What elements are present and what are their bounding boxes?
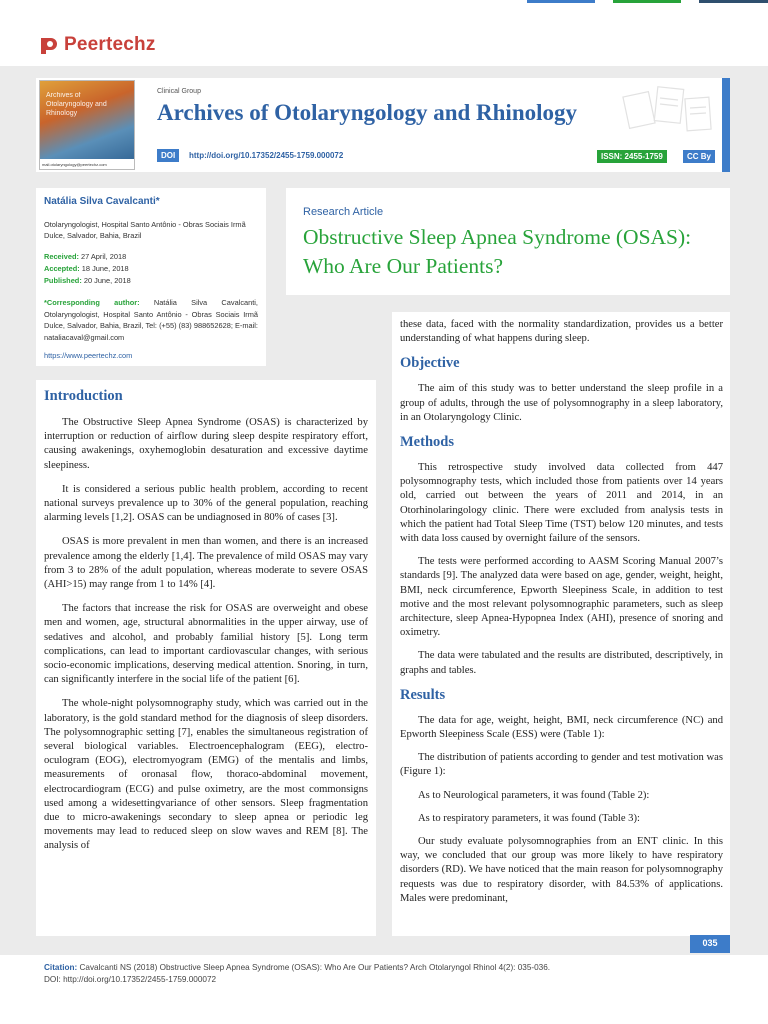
documents-decoration-icon <box>620 84 720 146</box>
objective-heading: Objective <box>400 355 460 372</box>
published-label: Published: <box>44 276 82 285</box>
methods-paragraph-2: The tests were performed according to AASM Scoring Manual 2007’s standards [9]. The analyzed data were based on age, gender, weight, height, BMI, neck circumference, Epworth Sleepiness Scale, in addition to test motive and the most relevant polysomnographic parameters, such as sleep architecture, sleep Apnea-Hypopnea Index (AHI), presence of snoring and oximetry. <box>400 556 723 639</box>
intro-paragraph-4: The factors that increase the risk for OSAS are overweight and obese men and women, age, structural abnormalities in the upper airway, use of sedatives and alcohol, and probably familial history [5]. Long term complications, can lead to important cardiovascular changes, with serious socio-economic implications, deserving medical attention. Snoring, in turn, can significantly interfere in the social life of the patient [6]. <box>44 603 368 686</box>
top-block-green <box>613 0 681 3</box>
continued-paragraph: these data, faced with the normality standardization, provides us a better understanding of what happens during sleep. <box>400 319 723 345</box>
intro-paragraph-5: The whole-night polysomnography study, which was carried out in the laboratory, is the gold standard method for the diagnosis of sleep disorders. The polysomnographic setting [7], enables the simultaneous registration of several biological variables. Electroencephalogram (EEG), electro-oculogram (EOG), electromyogram (EMG) of the mentalis and limbs, measurements of oronasal flow, thoraco-abdominal movement, electrocardiogram (ECG) and pulse oximetry, are the most commonsigns used among a widesettingvariance of other sensors. Sleep fragmentation due to micro-awakenings secondary to sleep apnea or periodic leg movements may lead to reduced sleep on slow waves and REM [8]. The analysis of <box>44 698 368 852</box>
top-block-navy <box>699 0 768 3</box>
results-heading: Results <box>400 686 446 703</box>
cover-title: Archives of Otolaryngology and Rhinology <box>46 92 107 117</box>
clinical-group-label: Clinical Group <box>157 88 201 95</box>
top-block-blue <box>527 0 595 3</box>
website-link[interactable]: https://www.peertechz.com <box>44 351 133 360</box>
introduction-heading: Introduction <box>44 388 123 404</box>
published-date-row <box>44 275 258 287</box>
accepted-label: Accepted: <box>44 264 80 273</box>
intro-paragraph-2: It is considered a serious public health problem, according to recent national surveys prevalence up to 30% of the general population, reaching alarming levels [1,2]. OSAS can be undiagnosed in 80% of cases [3]. <box>44 483 368 524</box>
accepted-date: 18 June, 2018 <box>81 264 129 273</box>
received-label: Received: <box>44 252 79 261</box>
intro-paragraph-1: The Obstructive Sleep Apnea Syndrome (OSAS) is characterized by interruption or reduction of airflow during sleep despite respiratory effort, causing awakenings, oxyhemoglobin desaturation and excessive daytime sleepiness. <box>44 417 368 471</box>
citation-label: Citation: <box>44 963 78 972</box>
methods-heading: Methods <box>400 434 454 451</box>
methods-paragraph-1: This retrospective study involved data collected from 447 polysomnography tests, which included those from patients over 14 years old, carried out between the years of 2011 and 2014, in an Otorhinolaringology clinic. There were excluded from analysis tests in which the patient had Total Sleep Time (TST) below 120 minutes, and tests with data loss caused by overnight failure of the sensors. <box>400 462 723 545</box>
cover-footer: mail.otolaryngology@peertechz.com <box>40 159 134 169</box>
article-title-box <box>286 188 730 295</box>
site-header <box>0 0 768 66</box>
doi-link[interactable]: http://doi.org/10.17352/2455-1759.000072 <box>189 151 344 160</box>
results-paragraph-4: As to respiratory parameters, it was found (Table 3): <box>418 812 640 824</box>
author-info-box <box>36 188 266 366</box>
accepted-date-row <box>44 263 258 275</box>
page-number: 035 <box>690 935 730 953</box>
received-date: 27 April, 2018 <box>80 252 127 261</box>
article-dates <box>44 251 258 287</box>
received-date-row <box>44 251 258 263</box>
objective-paragraph: The aim of this study was to better understand the sleep profile in a group of adults, through the use of polysomnography in a sleep laboratory, in an Otolaryngology Clinic. <box>400 383 723 423</box>
author-name: Natália Silva Cavalcanti* <box>44 196 160 207</box>
banner-accent-bar <box>722 78 730 172</box>
footer-doi[interactable]: DOI: http://doi.org/10.17352/2455-1759.000072 <box>44 975 217 984</box>
results-paragraph-1: The data for age, weight, height, BMI, neck circumference (NC) and Epworth Sleepiness Scale (ESS) were (Table 1): <box>400 714 723 741</box>
intro-paragraph-3: OSAS is more prevalent in men than women, and there is an increased prevalence among the elderly [1,4]. The prevalence of mild OSAS may vary from 3 to 28% of the adult population, whereas moderate to severe OSAS (AHI>15) may range from 1 to 14% [4]. <box>44 536 368 591</box>
citation-line <box>44 962 734 974</box>
results-paragraph-5: Our study evaluate polysomnographies from an ENT clinic. In this way, we concluded that our group was more likely to have respiratory disorders (RD). We have noticed that the main reason for polysomnography requests was due to respiratory disorder, with 84.53% of applications. Males were predominant, <box>400 836 723 904</box>
license-badge[interactable]: CC By <box>683 150 715 163</box>
left-column <box>36 380 376 936</box>
author-affiliation: Otolaryngologist, Hospital Santo Antônio - Obras Sociais Irmã Dulce, Salvador, Bahia, Brazil <box>44 220 246 240</box>
published-date: 20 June, 2018 <box>83 276 131 285</box>
citation-text: Cavalcanti NS (2018) Obstructive Sleep Apnea Syndrome (OSAS): Who Are Our Patients? Arch Otolaryngol Rhinol 4(2): 035-036. <box>79 963 551 972</box>
peertechz-logo[interactable] <box>38 34 156 56</box>
journal-cover-image <box>39 80 135 170</box>
corresponding-text: Natália Silva Cavalcanti, Otolaryngologist, Hospital Santo Antônio - Obras Sociais Irmã Dulce, Salvador, Bahia, Brazil, Tel: (+55) (83) 988652628; E-mail: nataliacaval@gmail.com <box>44 298 258 342</box>
peertechz-logo-icon <box>38 34 60 56</box>
citation-block <box>44 962 734 986</box>
doi-badge: DOI <box>157 149 179 162</box>
journal-title: Archives of Otolaryngology and Rhinology <box>157 100 577 125</box>
brand-name: Peertechz <box>64 34 156 55</box>
corresponding-author <box>44 297 258 343</box>
right-column <box>392 312 730 936</box>
results-paragraph-3: As to Neurological parameters, it was found (Table 2): <box>418 789 650 801</box>
methods-paragraph-3: The data were tabulated and the results are distributed, descriptively, in graphs and tables. <box>400 650 723 676</box>
article-type: Research Article <box>303 206 384 218</box>
corresponding-label: *Corresponding author: <box>44 298 140 307</box>
article-title: Obstructive Sleep Apnea Syndrome (OSAS): Who Are Our Patients? <box>303 225 692 278</box>
issn-badge: ISSN: 2455-1759 <box>597 150 667 163</box>
results-paragraph-2: The distribution of patients according to gender and test motivation was (Figure 1): <box>400 752 723 778</box>
